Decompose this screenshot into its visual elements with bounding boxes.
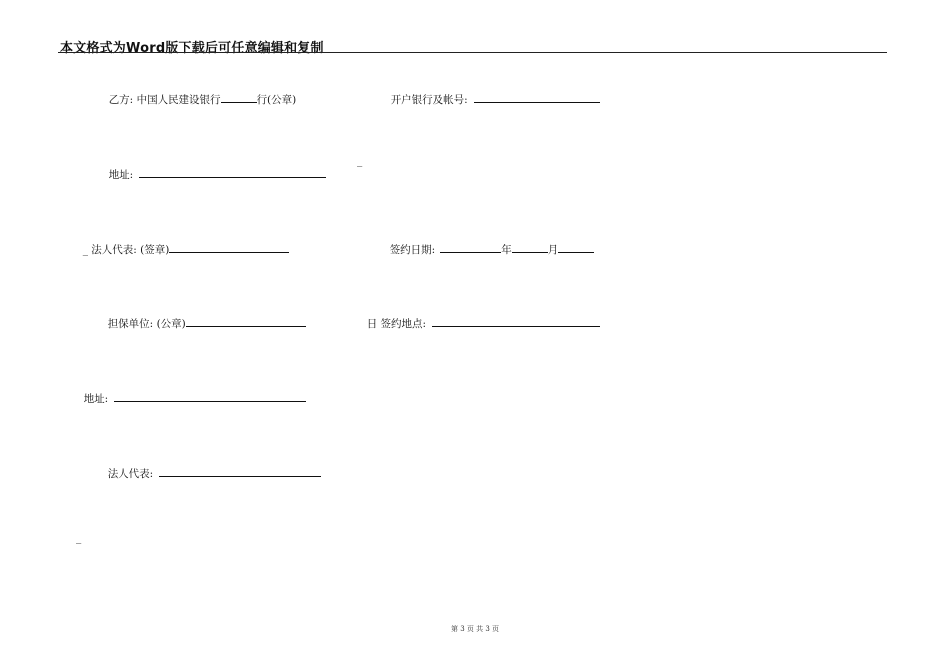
sign-date-label: 签约日期:	[389, 244, 436, 256]
header-rule	[58, 52, 887, 53]
year-label: 年	[501, 244, 512, 256]
party-b-address-line	[102, 155, 326, 182]
party-b-line	[102, 80, 296, 107]
guarantor-label: 担保单位: (公章)	[107, 318, 186, 330]
day-label: 日	[366, 318, 378, 330]
address-label: 地址:	[108, 169, 134, 181]
bank-account-blank	[474, 93, 600, 103]
stray-dash: _	[357, 155, 363, 167]
branch-seal-label: 行(公章)	[256, 94, 297, 106]
month-blank	[512, 243, 548, 253]
guarantor-rep-blank	[159, 467, 321, 477]
guarantor-address-blank	[114, 392, 306, 402]
month-label: 月	[547, 244, 559, 256]
day-blank	[558, 243, 594, 253]
guarantor-line	[101, 304, 306, 331]
guarantor-blank	[186, 317, 306, 327]
sign-place-line	[360, 304, 600, 331]
bank-branch-blank	[221, 93, 257, 103]
legal-rep-line	[76, 230, 289, 257]
year-blank	[440, 243, 501, 253]
guarantor-rep-line	[101, 454, 321, 481]
legal-rep-sign-label: 法人代表: (签章)	[91, 244, 170, 256]
guarantor-address-line	[77, 379, 306, 406]
sign-place-blank	[432, 317, 600, 327]
document-header: 本文格式为Word版下载后可任意编辑和复制	[60, 41, 324, 56]
guarantor-address-label: 地址:	[83, 393, 109, 405]
page-footer: 第 3 页 共 3 页	[450, 625, 500, 633]
party-b-label: 乙方: 中国人民建设银行	[108, 94, 221, 106]
sign-place-label: 签约地点:	[380, 318, 427, 330]
address-blank	[139, 168, 326, 178]
leading-dash: _	[82, 244, 88, 256]
bank-account-line	[384, 80, 600, 107]
legal-rep-blank	[169, 243, 289, 253]
guarantor-rep-label: 法人代表:	[107, 468, 154, 480]
sign-date-line	[383, 230, 594, 257]
bank-account-label: 开户银行及帐号:	[390, 94, 468, 106]
trailing-dash: _	[76, 532, 82, 544]
